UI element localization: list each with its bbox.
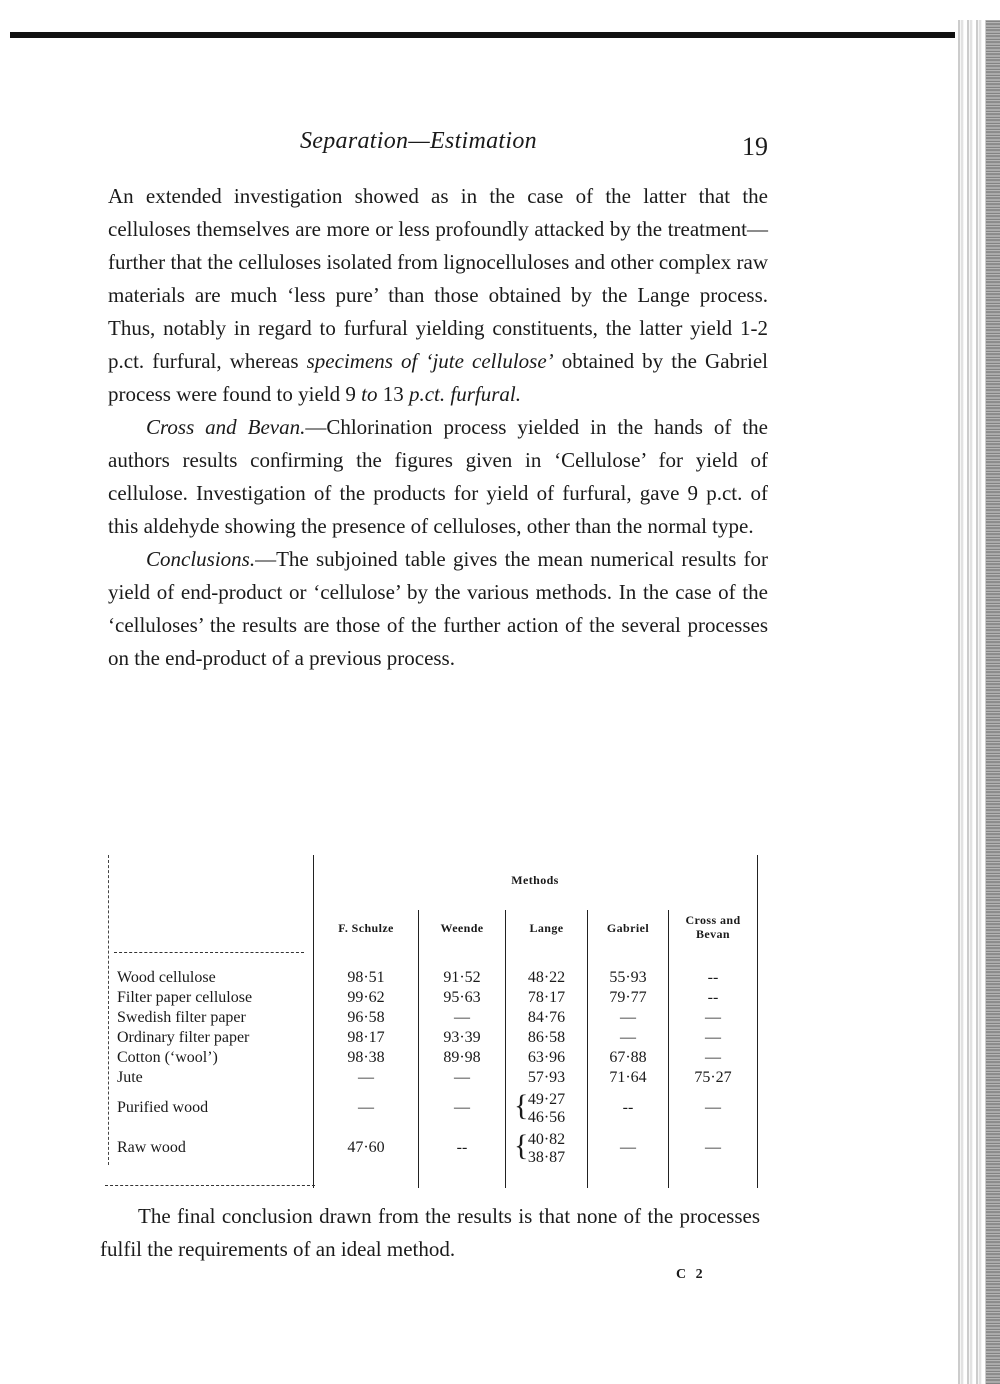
brace-icon: { [514,1129,529,1162]
table-cell: 47·60 [347,1139,385,1156]
table-cell: 63·96 [527,1049,566,1066]
table-cell: — [620,1009,636,1026]
col-header-gabriel: Gabriel [606,921,650,935]
table-cell-second-value: 38·87 [527,1149,566,1166]
table-cell: — [454,1069,470,1086]
row-label: Filter paper cellulose [117,989,253,1006]
paragraph-1 [108,180,768,411]
table-cell: 96·58 [347,1009,385,1026]
brace-icon: { [514,1089,529,1122]
table-cell: — [705,1139,721,1156]
table-cell: — [620,1029,636,1046]
p2-italic-heading: Cross and Bevan. [146,415,306,439]
row-label: Wood cellulose [117,969,216,986]
row-label: Raw wood [117,1139,186,1156]
col-header-weende: Weende [440,921,484,935]
header-dash [114,952,304,953]
table-left-rule [108,855,110,1165]
table-cell: 49·27 [527,1091,566,1108]
table-cell: 57·93 [527,1069,566,1086]
table-cell: 84·76 [527,1009,566,1026]
row-label: Swedish filter paper [117,1009,246,1026]
table-cell: — [705,1049,721,1066]
table-cell: 78·17 [527,989,566,1006]
table-cell: -- [622,1099,634,1116]
table-cell: — [454,1009,470,1026]
signature-mark: C 2 [676,1267,706,1282]
table-cell: 91·52 [443,969,481,986]
p1-text-a: An extended investigation showed as in the case of the latter that the celluloses themselves are more or less profoundly attacked by the treatment—further that the celluloses isolated from lignocelluloses and other complex raw materials are much ‘less pure’ than those obtained by the Lange process. Thus, notably in regard to furfural yielding constituents, the latter yield 1-2 p.ct. furfural, whereas [108,184,768,373]
table-cell: 98·51 [347,969,385,986]
p3-italic-heading: Conclusions. [146,547,256,571]
table-cell: 98·17 [347,1029,385,1046]
p2-text: —Chlorination process yielded in the hands of the authors results confirming the figures given in ‘Cellulose’ for yield of cellulose. Investigation of the products for yield of furfural, gave 9 p.ct. of this aldehyde showing the presence of celluloses, other than the normal type. [108,415,768,538]
table-cell: — [620,1139,636,1156]
p1-text-c: obtained by the Gabriel process were found to yield 9 [108,349,768,406]
table-cell: -- [707,989,719,1006]
methods-header: Methods [511,873,559,887]
table-cell: -- [707,969,719,986]
running-head: Separation—Estimation [300,128,537,154]
table-rule-right [757,855,758,1188]
table-cell: — [705,1009,721,1026]
table-cell: 99·62 [347,989,385,1006]
page-number: 19 [742,132,768,161]
col-header-lange: Lange [529,921,564,935]
table-cell: — [705,1099,721,1116]
page-edge-scan-border [955,20,1000,1384]
table-cell: 55·93 [609,969,647,986]
table-cell: 67·88 [609,1049,647,1066]
closing-text: The final conclusion drawn from the results is that none of the processes fulfil the requirements of an ideal method. [100,1204,760,1261]
col-header-cross-bevan: Cross and Bevan [685,913,741,941]
table-cell: 89·98 [443,1049,481,1066]
row-label: Ordinary filter paper [117,1029,250,1046]
table-cell: -- [456,1139,468,1156]
table-cell: 93·39 [443,1029,481,1046]
table-rule-5 [668,910,669,1188]
table-cell: 79·77 [609,989,647,1006]
row-label: Purified wood [117,1099,209,1116]
table-rule-1 [313,855,314,1188]
table-cell: 95·63 [443,989,481,1006]
table-cell: 40·82 [527,1131,566,1148]
results-table [100,855,760,1188]
table-cell: — [705,1029,721,1046]
row-label: Jute [117,1069,143,1086]
col-header-schulze: F. Schulze [338,921,394,935]
table-cell-second-value: 46·56 [527,1109,566,1126]
table-cell: 71·64 [609,1069,647,1086]
p1-italic-furfural: p.ct. furfural. [408,382,521,406]
paragraph-3 [108,543,768,675]
p1-text-e: 13 [377,382,409,406]
table-cell: 98·38 [347,1049,385,1066]
bottom-dash [105,1185,315,1186]
p3-text: —The subjoined table gives the mean numerical results for yield of end-product or ‘cellulose’ by the various methods. In the case of the ‘celluloses’ the results are those of the further action of the several processes on the end-product of a previous process. [108,547,768,670]
top-rule [10,32,965,38]
closing-paragraph [100,1200,760,1266]
row-label: Cotton (‘wool’) [117,1049,218,1066]
table-cell: 48·22 [527,969,566,986]
table-cell: 86·58 [527,1029,566,1046]
table-cell: — [358,1099,374,1116]
p1-italic-specimens: specimens of ‘jute cellulose’ [306,349,554,373]
table-cell: 75·27 [694,1069,732,1086]
p1-italic-to: to [361,382,378,406]
body-text [108,180,768,675]
table-cell: — [358,1069,374,1086]
paragraph-2 [108,411,768,543]
table-cell: — [454,1099,470,1116]
